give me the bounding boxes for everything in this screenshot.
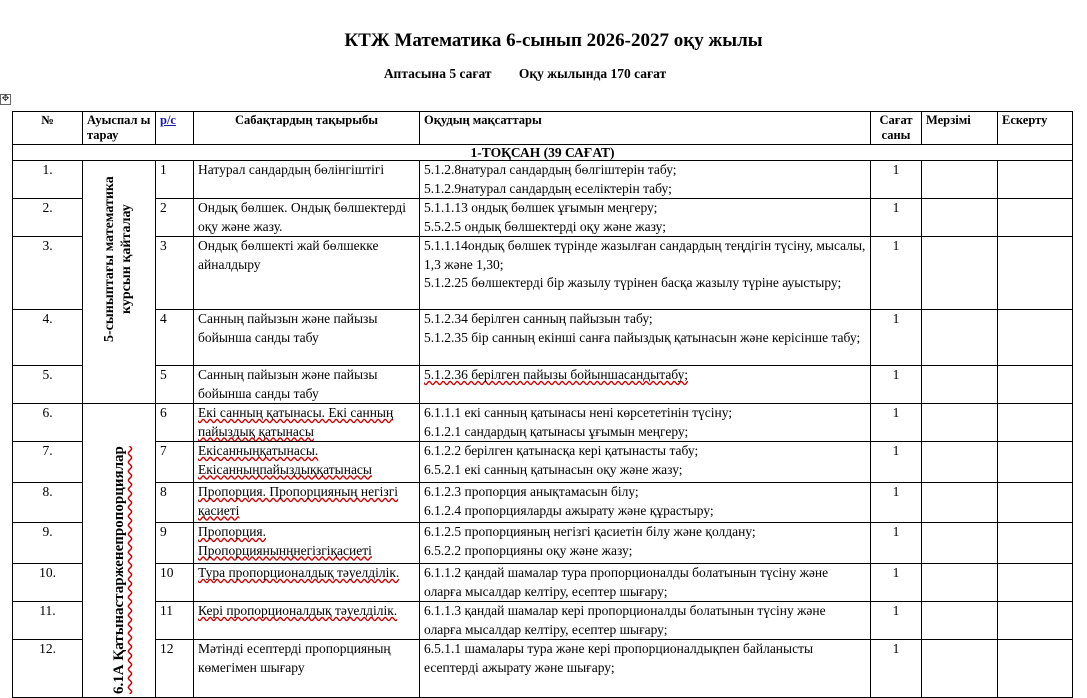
lesson-goals (420, 237, 871, 310)
table-row (13, 640, 1073, 698)
lesson-topic-text: Тура пропорционалдық тәуелділік. (198, 565, 400, 580)
header-objectives: Оқудың мақсаттары (420, 112, 871, 145)
table-row (13, 237, 1073, 310)
deadline-cell[interactable] (922, 310, 998, 366)
lesson-goals (420, 640, 871, 698)
note-cell[interactable] (998, 564, 1073, 602)
header-section: Ауыспал ы тарау (83, 112, 156, 145)
lesson-goals (420, 442, 871, 483)
plan-table (12, 111, 1073, 698)
section-label: 5-сыныптағы математика курсын қайталау (102, 176, 134, 342)
lesson-topic: Ондық бөлшек. Ондық бөлшектерді оқу және жазу. (194, 199, 420, 237)
lesson-no: 12 (156, 640, 194, 698)
note-cell[interactable] (998, 483, 1073, 523)
lesson-no: 8 (156, 483, 194, 523)
row-number: 4. (13, 310, 83, 366)
header-topic: Сабақтардың тақырыбы (194, 112, 420, 145)
deadline-cell[interactable] (922, 366, 998, 404)
note-cell[interactable] (998, 237, 1073, 310)
lesson-topic-text: Екі санның қатынасы. Екі санның пайыздық қатынасы (198, 405, 394, 439)
lesson-no: 11 (156, 602, 194, 640)
lesson-topic-text: Пропорция. Пропорцияның негізгі қасиеті (198, 484, 399, 518)
section-cell-1 (83, 161, 156, 404)
lesson-hours: 1 (871, 564, 922, 602)
lesson-topic (194, 523, 420, 564)
row-number: 5. (13, 366, 83, 404)
hours-per-year: Оқу жылында 170 сағат (518, 66, 667, 81)
table-row (13, 483, 1073, 523)
quarter-label: 1-ТОҚСАН (39 САҒАТ) (13, 145, 1073, 161)
goal-item: 6.1.2.3 пропорция анықтамасын білу; (424, 484, 639, 499)
lesson-no: 6 (156, 404, 194, 442)
goal-item: 5.1.1.13 ондық бөлшек ұғымын меңгеру; (424, 200, 658, 215)
goal-item: 5.1.2.9натурал сандардың еселіктерін табу; (424, 180, 672, 196)
lesson-no: 7 (156, 442, 194, 483)
lesson-topic: Санның пайызын және пайызы бойынша санды табу (194, 366, 420, 404)
note-cell[interactable] (998, 310, 1073, 366)
deadline-cell[interactable] (922, 564, 998, 602)
note-cell[interactable] (998, 199, 1073, 237)
goal-item: 6.5.2.2 пропорцияны оқу және жазу; (424, 542, 633, 558)
lesson-goals (420, 523, 871, 564)
lesson-topic (194, 483, 420, 523)
lesson-goals (420, 199, 871, 237)
lesson-hours: 1 (871, 602, 922, 640)
deadline-cell[interactable] (922, 640, 998, 698)
lesson-no: 10 (156, 564, 194, 602)
document-subtitle (0, 66, 1050, 82)
lesson-hours: 1 (871, 237, 922, 310)
goal-item: 6.1.2.4 пропорцияларды ажырату және құрастыру; (424, 502, 714, 518)
goal-item: 6.1.1.1 екі санның қатынасы нені көрсететінін түсіну; (424, 405, 733, 420)
deadline-cell[interactable] (922, 483, 998, 523)
goal-item: 6.1.1.2 қандай шамалар тура пропорционалды болатынын түсіну және оларға мысалдар келтіру, есептер шығару; (424, 565, 829, 599)
lesson-topic-text: Екісанныңқатынасы. Екісанныңпайыздыққатынасы (198, 443, 372, 477)
lesson-hours: 1 (871, 640, 922, 698)
table-row (13, 161, 1073, 199)
section-cell-2 (83, 404, 156, 698)
hours-per-week: Аптасына 5 сағат (383, 66, 492, 81)
deadline-cell[interactable] (922, 199, 998, 237)
row-number: 3. (13, 237, 83, 310)
note-cell[interactable] (998, 523, 1073, 564)
document-title: КТЖ Математика 6-сынып 2026-2027 оқу жылы (344, 30, 763, 51)
lesson-no: 4 (156, 310, 194, 366)
row-number: 11. (13, 602, 83, 640)
lesson-no: 2 (156, 199, 194, 237)
lesson-goals (420, 310, 871, 366)
row-number: 7. (13, 442, 83, 483)
goal-item: 6.1.2.2 берілген қатынасқа кері қатынасты табу; (424, 443, 699, 458)
table-header-row (13, 112, 1073, 145)
header-note: Ескерту (998, 112, 1073, 145)
lesson-topic (194, 602, 420, 640)
row-number: 10. (13, 564, 83, 602)
goal-item: 5.1.2.8натурал сандардың бөлгіштерін табу; (424, 162, 677, 177)
goal-item: 6.5.2.1 екі санның қатынасын оқу және жазу; (424, 461, 683, 477)
note-cell[interactable] (998, 161, 1073, 199)
lesson-goals (420, 366, 871, 404)
lesson-goals (420, 602, 871, 640)
lesson-goals (420, 161, 871, 199)
note-cell[interactable] (998, 640, 1073, 698)
goal-item: 5.1.2.34 берілген санның пайызын табу; (424, 311, 653, 326)
table-row (13, 310, 1073, 366)
lesson-topic-text: Кері пропорционалдық тәуелділік. (198, 603, 398, 618)
deadline-cell[interactable] (922, 404, 998, 442)
deadline-cell[interactable] (922, 442, 998, 483)
table-row (13, 564, 1073, 602)
lesson-hours: 1 (871, 199, 922, 237)
lesson-topic (194, 404, 420, 442)
goal-item: 5.1.1.14ондық бөлшек түрінде жазылған сандардың теңдігін түсіну, мысалы, 1,3 және 1,30; (424, 238, 866, 272)
lesson-hours: 1 (871, 483, 922, 523)
note-cell[interactable] (998, 366, 1073, 404)
table-row (13, 404, 1073, 442)
lesson-topic (194, 442, 420, 483)
lesson-goals (420, 564, 871, 602)
row-number: 8. (13, 483, 83, 523)
section-label: 6.1А Қатынастарженепропорциялар (110, 446, 127, 694)
goal-item: 5.1.2.25 бөлшектерді бір жазылу түрінен басқа жазылу түріне ауыстыру; (424, 275, 842, 290)
note-cell[interactable] (998, 404, 1073, 442)
lesson-no-link[interactable]: р/с (160, 113, 176, 127)
lesson-topic: Натурал сандардың бөлінгіштігі (194, 161, 420, 199)
quarter-row (13, 145, 1073, 161)
header-lesson-no (156, 112, 194, 145)
goal-item: 6.1.2.1 сандардың қатынасы ұғымын меңгеру; (424, 423, 689, 439)
lesson-no: 9 (156, 523, 194, 564)
table-row (13, 442, 1073, 483)
goal-item: 6.5.1.1 шамалары тура және кері пропорционалдықпен байланысты есептерді ажырату және шығару; (424, 641, 814, 675)
lesson-hours: 1 (871, 523, 922, 564)
header-number: № (13, 112, 83, 145)
lesson-hours: 1 (871, 366, 922, 404)
table-row (13, 366, 1073, 404)
table-row (13, 602, 1073, 640)
lesson-topic: Мәтінді есептерді пропорцияның көмегімен шығару (194, 640, 420, 698)
row-number: 2. (13, 199, 83, 237)
lesson-topic: Ондық бөлшекті жай бөлшекке айналдыру (194, 237, 420, 310)
deadline-cell[interactable] (922, 237, 998, 310)
lesson-hours: 1 (871, 442, 922, 483)
deadline-cell[interactable] (922, 523, 998, 564)
header-hours: Сағат саны (871, 112, 922, 145)
goal-item: 5.1.2.35 бір санның екінші санға пайыздық қатынасын және керісінше табу; (424, 329, 861, 345)
lesson-hours: 1 (871, 404, 922, 442)
lesson-no: 5 (156, 366, 194, 404)
table-move-handle-icon[interactable]: ✥ (1, 94, 10, 104)
row-number: 1. (13, 161, 83, 199)
lesson-goals (420, 404, 871, 442)
deadline-cell[interactable] (922, 602, 998, 640)
goal-item: 6.1.1.3 қандай шамалар кері пропорционалды болатынын түсіну және оларға мысалдар келтіру, есептер шығару; (424, 603, 826, 637)
lesson-hours: 1 (871, 161, 922, 199)
lesson-topic: Санның пайызын және пайызы бойынша санды табу (194, 310, 420, 366)
lesson-topic-text: Пропорция. Пропорциянынңнегізгіқасиеті (198, 524, 372, 558)
lesson-goals (420, 483, 871, 523)
row-number: 12. (13, 640, 83, 698)
row-number: 6. (13, 404, 83, 442)
lesson-hours: 1 (871, 310, 922, 366)
table-row (13, 523, 1073, 564)
header-deadline: Мерзімі (922, 112, 998, 145)
lesson-no: 3 (156, 237, 194, 310)
goal-item: 6.1.2.5 пропорцияның негізгі қасиетін білу және қолдану; (424, 524, 756, 539)
row-number: 9. (13, 523, 83, 564)
table-row (13, 199, 1073, 237)
lesson-no: 1 (156, 161, 194, 199)
note-cell[interactable] (998, 602, 1073, 640)
goal-item: 5.5.2.5 ондық бөлшектерді оқу және жазу; (424, 218, 666, 234)
lesson-topic (194, 564, 420, 602)
goal-item: 5.1.2.36 берілген пайызы бойыншасандытабу; (424, 367, 688, 382)
deadline-cell[interactable] (922, 161, 998, 199)
note-cell[interactable] (998, 442, 1073, 483)
